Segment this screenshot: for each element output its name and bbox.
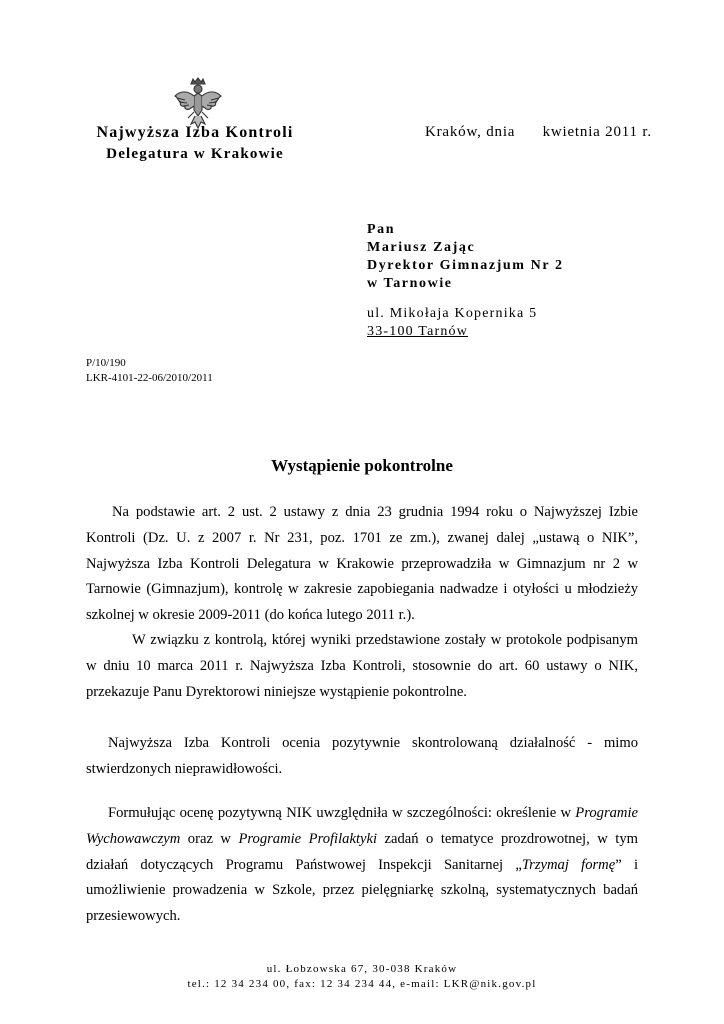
recipient-location: w Tarnowie <box>367 276 453 291</box>
paragraph-text: zadań o tematyce prozdrowotnej, w tym działań dotyczących Programu Państwowej Inspekcji Sanitarnej „ <box>86 830 638 873</box>
paragraph-text: Formułując ocenę pozytywną NIK uwzględniła w szczególności: określenie w <box>108 805 576 821</box>
program-title-trzymaj-forme: Trzymaj formę <box>521 856 616 873</box>
letter-date: Kraków, dnia kwietnia 2011 r. <box>425 124 652 140</box>
footer-address: ul. Łobzowska 67, 30-038 Kraków <box>266 963 458 975</box>
institution-branch: Delegatura w Krakowie <box>106 146 284 162</box>
reference-number: P/10/190 <box>86 357 126 369</box>
footer-contact: tel.: 12 34 234 00, fax: 12 34 234 44, e-mail: LKR@nik.gov.pl <box>187 978 537 990</box>
paragraph-text: oraz w <box>180 830 239 847</box>
document-title: Wystąpienie pokontrolne <box>271 456 453 475</box>
body-paragraph-3: Najwyższa Izba Kontroli ocenia pozytywnie skontrolowaną działalność - mimo stwierdzonych nieprawidłowości. <box>86 735 638 777</box>
recipient-position: Dyrektor Gimnazjum Nr 2 <box>367 258 564 273</box>
paragraph-text: ” i umożliwienie prowadzenia w Szkole, przez pielęgniarkę szkolną, systematycznych badań przesiewowych. <box>86 856 639 925</box>
program-title-wychowawczy: Programie Wychowawczym <box>86 805 638 847</box>
body-paragraph-4 <box>86 801 638 930</box>
program-title-profilaktyki: Programie Profilaktyki <box>238 830 378 847</box>
recipient-postal: 33-100 Tarnów <box>367 324 469 339</box>
recipient-salutation: Pan <box>367 222 396 237</box>
body-paragraph-2: W związku z kontrolą, której wyniki przedstawione zostały w protokole podpisanym w dniu 10 marca 2011 r. Najwyższa Izba Kontroli, stosownie do art. 60 ustawy o NIK, przekazuje Panu Dyrektorowi niniejsze wystąpienie pokontrolne. <box>86 632 638 700</box>
recipient-name: Mariusz Zając <box>367 240 476 255</box>
recipient-street: ul. Mikołaja Kopernika 5 <box>367 306 538 321</box>
case-number: LKR-4101-22-06/2010/2011 <box>86 372 213 384</box>
body-paragraph-1: Na podstawie art. 2 ust. 2 ustawy z dnia 23 grudnia 1994 roku o Najwyższej Izbie Kontroli (Dz. U. z 2007 r. Nr 231, poz. 1701 ze zm.), zwanej dalej „ustawą o NIK”, Najwyższa Izba Kontroli Delegatura w Krakowie przeprowadziła w Gimnazjum nr 2 w Tarnowie (Gimnazjum), kontrolę w zakresie zapobiegania nadwadze i otyłości u młodzieży szkolnej w okresie 2009-2011 (do końca lutego 2011 r.). <box>86 504 638 624</box>
institution-name: Najwyższa Izba Kontroli <box>96 124 294 141</box>
